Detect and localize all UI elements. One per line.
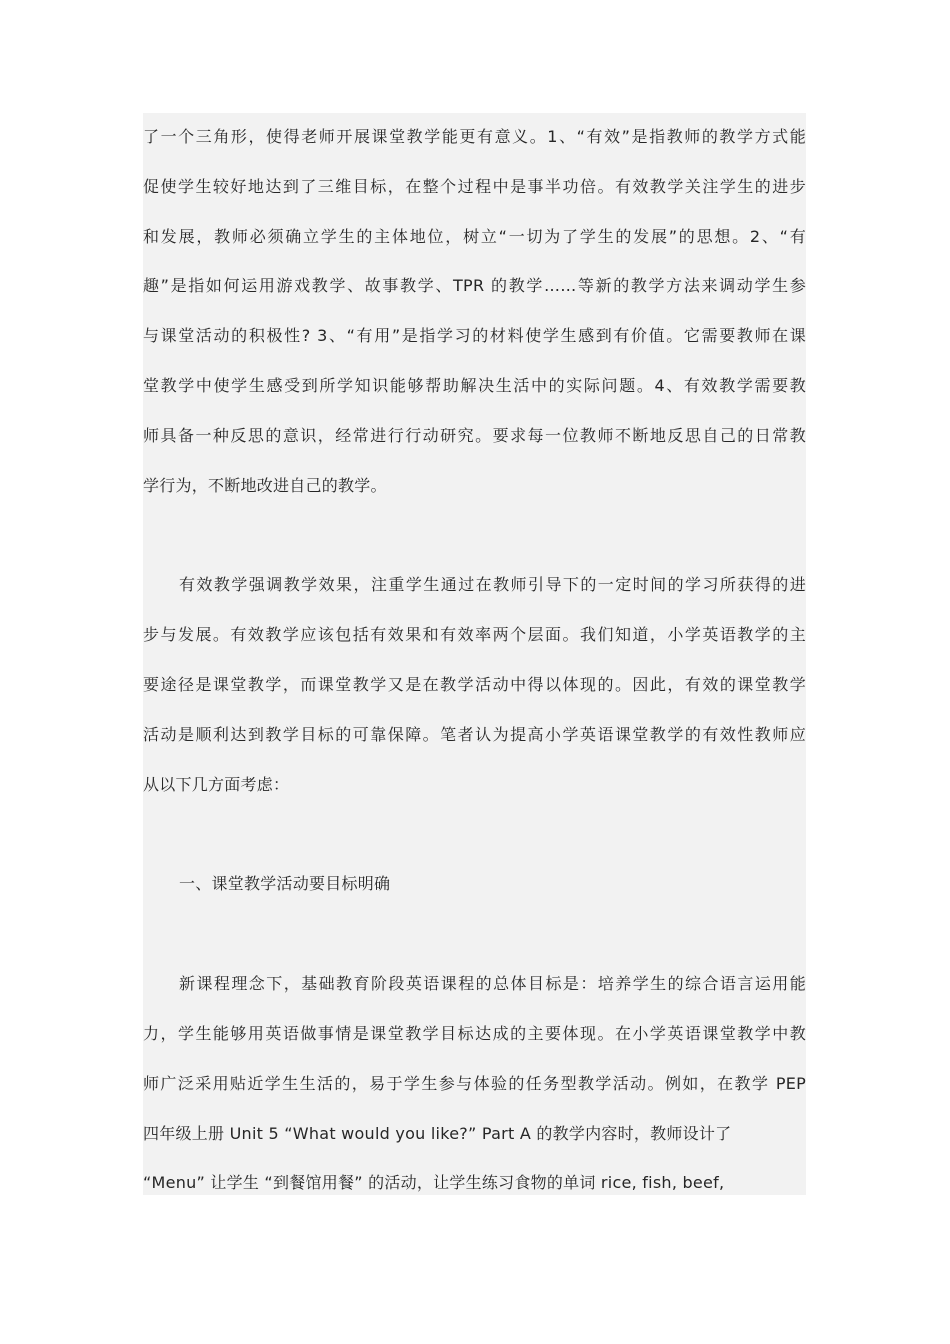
paragraph-2-line-2: 步与发展。有效教学应该包括有效果和有效率两个层面。我们知道，小学英语教学的主 [143, 625, 806, 644]
paragraph-1-line-5: 与课堂活动的积极性? 3、“有用”是指学习的材料使学生感到有价值。它需要教师在课 [143, 326, 806, 345]
paragraph-1-line-8: 学行为，不断地改进自己的教学。 [143, 476, 387, 495]
paragraph-1-line-2: 促使学生较好地达到了三维目标，在整个过程中是事半功倍。有效教学关注学生的进步 [143, 177, 806, 196]
paragraph-1-line-3: 和发展，教师必须确立学生的主体地位，树立“一切为了学生的发展”的思想。2、“有 [143, 227, 806, 246]
paragraph-2-line-4: 活动是顺利达到教学目标的可靠保障。笔者认为提高小学英语课堂教学的有效性教师应 [143, 725, 806, 744]
paragraph-3-line-3: 师广泛采用贴近学生生活的，易于学生参与体验的任务型教学活动。例如，在教学 PEP [143, 1074, 806, 1093]
paragraph-2-line-3: 要途径是课堂教学，而课堂教学又是在教学活动中得以体现的。因此，有效的课堂教学 [143, 675, 806, 694]
paragraph-2-line-1: 有效教学强调教学效果，注重学生通过在教师引导下的一定时间的学习所获得的进 [179, 575, 806, 594]
paragraph-2-line-5: 从以下几方面考虑： [143, 775, 290, 794]
paragraph-3-line-5: “Menu” 让学生 “到餐馆用餐” 的活动，让学生练习食物的单词 rice, fish, beef, [143, 1173, 725, 1192]
paragraph-1-line-7: 师具备一种反思的意识，经常进行行动研究。要求每一位教师不断地反思自己的日常教 [143, 426, 806, 445]
paragraph-3-line-2: 力，学生能够用英语做事情是课堂教学目标达成的主要体现。在小学英语课堂教学中教 [143, 1024, 806, 1043]
paragraph-3-line-1: 新课程理念下，基础教育阶段英语课程的总体目标是：培养学生的综合语言运用能 [179, 974, 806, 993]
paragraph-1-line-4: 趣”是指如何运用游戏教学、故事教学、TPR 的教学……等新的教学方法来调动学生参 [143, 276, 806, 295]
section-heading: 一、课堂教学活动要目标明确 [179, 874, 391, 893]
paragraph-1-line-6: 堂教学中使学生感受到所学知识能够帮助解决生活中的实际问题。4、有效教学需要教 [143, 376, 806, 395]
paragraph-3-line-4: 四年级上册 Unit 5 “What would you like?” Part A 的教学内容时，教师设计了 [143, 1124, 732, 1143]
paragraph-1-line-1: 了一个三角形，使得老师开展课堂教学能更有意义。1、“有效”是指教师的教学方式能 [143, 127, 806, 146]
